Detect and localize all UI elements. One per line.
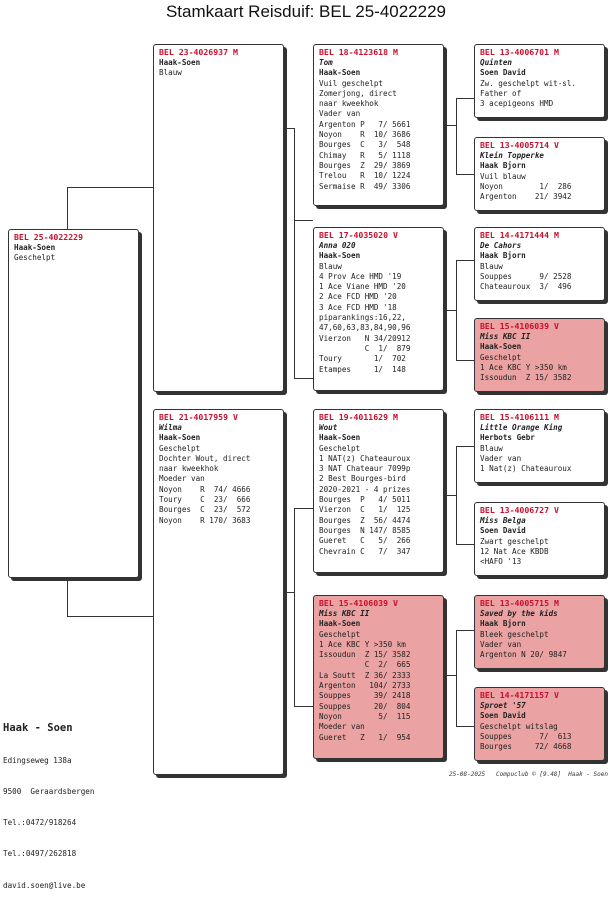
pigeon-name: De Cahors <box>480 241 522 250</box>
pigeon-name: Wout <box>319 423 338 432</box>
pigeon-info-line: Souppes 39/ 2418 <box>319 691 411 701</box>
pigeon-info-line: Chateauroux 3/ 496 <box>480 282 572 292</box>
connector <box>444 495 456 496</box>
pigeon-info-line: 3 NAT Chateaur 7099p <box>319 464 411 474</box>
connector <box>456 174 474 175</box>
ring-number: BEL 13-4005715 M <box>480 598 559 608</box>
pigeon-info-line: Noyon R 170/ 3683 <box>159 515 251 525</box>
pigeon-info-line: Blauw <box>480 443 503 453</box>
breeder-name: Haak Bjorn <box>480 251 526 261</box>
pigeon-info-line: Souppes 7/ 613 <box>480 731 572 741</box>
breeder-name: Soen David <box>480 68 526 78</box>
pigeon-info-line: Vierzon N 34/20912 <box>319 333 411 343</box>
breeder-name: Haak-Soen <box>14 243 56 252</box>
pigeon-info-line: Bourges N 147/ 8585 <box>319 525 411 535</box>
breeder-name: Soen David <box>480 526 526 536</box>
pigeon-info-line: Vader van <box>319 109 361 119</box>
pigeon-info-line: Vader van <box>480 453 522 463</box>
pigeon-card-mff[interactable] <box>474 409 605 483</box>
breeder-name: Haak-Soen <box>319 433 361 443</box>
owner-name: Haak - Soen <box>3 721 73 734</box>
pigeon-info-line: Blauw <box>319 261 342 271</box>
pigeon-name: Quinten <box>480 58 513 67</box>
connector <box>456 726 474 727</box>
pigeon-info-line: 2 Best Bourges-bird <box>319 474 406 484</box>
pigeon-info-line: Sermaise R 49/ 3306 <box>319 181 411 191</box>
pigeon-info-line: Bourges C 3/ 548 <box>319 140 411 150</box>
footer-credit: 25-08-2025 Compuclub © [9.48] Haak - Soen <box>449 771 608 778</box>
pigeon-name: Miss Belga <box>480 516 526 525</box>
connector <box>456 630 457 726</box>
breeder-name: Haak Bjorn <box>480 619 526 629</box>
pigeon-info-line: Toury 1/ 702 <box>319 354 406 364</box>
connector <box>444 310 456 311</box>
connector <box>294 128 295 378</box>
connector <box>67 578 68 616</box>
pigeon-info-line: Trelou R 10/ 1224 <box>319 171 411 181</box>
pigeon-info-line: Argenton N 20/ 9847 <box>480 650 567 660</box>
owner-email[interactable]: david.soen@live.be <box>3 880 86 890</box>
connector <box>456 260 474 261</box>
pigeon-card-mf[interactable] <box>313 409 444 573</box>
connector <box>456 544 474 545</box>
pigeon-info-line: Vuil geschelpt <box>319 78 384 88</box>
pigeon-name: Miss KBC II <box>480 332 531 341</box>
ring-number: BEL 15-4106111 M <box>480 412 559 422</box>
pigeon-name: Little Orange King <box>480 423 563 432</box>
pigeon-info-line: La Soutt Z 36/ 2333 <box>319 670 411 680</box>
ring-number: BEL 14-4171444 M <box>480 230 559 240</box>
pigeon-info-line: 47,60,63,83,84,90,96 <box>319 323 411 333</box>
pigeon-info-line: 4 Prov Ace HMD '19 <box>319 271 402 281</box>
pigeon-card-ffm[interactable] <box>474 137 605 211</box>
ring-number: BEL 15-4106039 V <box>319 598 398 608</box>
pigeon-name: Wilma <box>159 423 182 432</box>
pigeon-info-line: Issoudun Z 15/ 3582 <box>480 373 572 383</box>
connector <box>284 592 294 593</box>
pigeon-info-line: Vader van <box>480 639 522 649</box>
pigeon-info-line: Gueret Z 1/ 954 <box>319 732 411 742</box>
pigeon-info-line: Geschelpt <box>480 352 522 362</box>
pigeon-card-fm[interactable] <box>313 227 444 391</box>
page-title: Stamkaart Reisduif: BEL 25-4022229 <box>165 2 447 21</box>
pigeon-info-line: Dochter Wout, direct <box>159 453 251 463</box>
ring-number: BEL 25-4022229 <box>14 232 84 242</box>
connector <box>456 98 457 174</box>
pigeon-info-line: C 1/ 879 <box>319 343 411 353</box>
connector <box>456 630 474 631</box>
pigeon-card-mfm[interactable] <box>474 502 605 576</box>
breeder-name: Haak-Soen <box>159 58 201 67</box>
connector <box>294 508 295 706</box>
pigeon-info-line: Noyon 1/ 286 <box>480 181 572 191</box>
pigeon-info-line: <HAFO '13 <box>480 557 522 567</box>
connector <box>456 446 457 544</box>
breeder-name: Haak-Soen <box>319 251 361 261</box>
pigeon-info-line: Geschelpt <box>159 443 201 453</box>
pigeon-info-line: Zw. geschelpt wit-sl. <box>480 78 577 88</box>
pigeon-info-line: 1 Ace KBC Y >350 km <box>480 362 567 372</box>
pigeon-card-ff[interactable] <box>313 44 444 206</box>
pigeon-info-line: 2 Ace FCD HMD '20 <box>319 292 397 302</box>
pigeon-info-line: naar kweekhok <box>319 99 379 109</box>
connector <box>294 378 313 379</box>
connector <box>444 125 456 126</box>
connector <box>294 508 313 509</box>
pigeon-info-line: Vierzon C 1/ 125 <box>319 505 411 515</box>
breeder-name: Herbots Gebr <box>480 433 535 443</box>
breeder-name: Haak-Soen <box>319 619 361 629</box>
breeder-name: Haak-Soen <box>159 433 201 443</box>
pigeon-info-line: Chimay R 5/ 1118 <box>319 150 411 160</box>
owner-phone: Tel.:0497/262818 <box>3 849 77 859</box>
pigeon-card-subject[interactable] <box>8 229 139 578</box>
pigeon-card-mmf[interactable] <box>474 595 605 669</box>
ring-number: BEL 13-4006701 M <box>480 47 559 57</box>
pigeon-info-line: Issoudun Z 15/ 3582 <box>319 650 411 660</box>
pigeon-info-line: Souppes 20/ 804 <box>319 701 411 711</box>
pigeon-info-line: 12 Nat Ace KBDB <box>480 546 549 556</box>
owner-address-line: 9500 Geraardsbergen <box>3 786 95 796</box>
connector <box>67 187 153 188</box>
pigeon-card-fmm[interactable] <box>474 318 605 392</box>
breeder-name: Haak-Soen <box>480 342 522 352</box>
pigeon-info-line: 1 Nat(z) Chateauroux <box>480 464 572 474</box>
pigeon-info-line: Vuil blauw <box>480 171 526 181</box>
breeder-name: Haak-Soen <box>319 68 361 78</box>
pigeon-card-fmf[interactable] <box>474 227 605 301</box>
pigeon-info-line: Blauw <box>159 68 182 78</box>
pigeon-info-line: Souppes 9/ 2528 <box>480 271 572 281</box>
ring-number: BEL 13-4005714 V <box>480 140 559 150</box>
breeder-name: Soen David <box>480 711 526 721</box>
pigeon-info-line: Noyon R 10/ 3686 <box>319 130 411 140</box>
pigeon-info-line: 1 NAT(z) Chateauroux <box>319 453 411 463</box>
pigeon-name: Tom <box>319 58 333 67</box>
pigeon-info-line: Geschelpt <box>319 629 361 639</box>
owner-phone: Tel.:0472/918264 <box>3 818 77 828</box>
pigeon-info-line: Geschelpt <box>319 443 361 453</box>
pigeon-card-mmm[interactable] <box>474 687 605 761</box>
pigeon-info-line: Argenton 104/ 2733 <box>319 681 411 691</box>
pigeon-info-line: Bourges C 23/ 572 <box>159 505 251 515</box>
connector <box>284 128 294 129</box>
pigeon-info-line: 1 Ace Viane HMD '20 <box>319 282 406 292</box>
connector <box>294 706 313 707</box>
connector <box>456 446 474 447</box>
pigeon-info-line: Bourges Z 56/ 4474 <box>319 515 411 525</box>
pigeon-info-line: Noyon R 74/ 4666 <box>159 484 251 494</box>
pigeon-info-line: Bourges P 4/ 5011 <box>319 495 411 505</box>
pigeon-info-line: piparankings:16,22, <box>319 313 406 323</box>
pigeon-card-fff[interactable] <box>474 44 605 118</box>
connector <box>444 675 456 676</box>
pigeon-info-line: Moeder van <box>159 474 205 484</box>
pigeon-info-line: 1 Ace KBC Y >350 km <box>319 639 406 649</box>
pigeon-info-line: Bourges Z 29/ 3869 <box>319 160 411 170</box>
connector <box>67 616 153 617</box>
pigeon-name: Miss KBC II <box>319 609 370 618</box>
pigeon-info-line: Moeder van <box>319 722 365 732</box>
pigeon-info-line: Bleek geschelpt <box>480 629 549 639</box>
pigeon-name: Sproet '57 <box>480 701 526 710</box>
pigeon-info-line: Zwart geschelpt <box>480 536 549 546</box>
pigeon-info-line: Argenton P 7/ 5661 <box>319 119 411 129</box>
pigeon-info-line: Toury C 23/ 666 <box>159 495 251 505</box>
connector <box>456 260 457 360</box>
pigeon-info-line: 3 Ace FCD HMD '18 <box>319 302 397 312</box>
ring-number: BEL 18-4123618 M <box>319 47 398 57</box>
ring-number: BEL 15-4106039 V <box>480 321 559 331</box>
connector <box>294 220 313 221</box>
pigeon-info-line: C 2/ 665 <box>319 660 411 670</box>
ring-number: BEL 17-4035020 V <box>319 230 398 240</box>
pigeon-info-line: Bourges 72/ 4668 <box>480 742 572 752</box>
pigeon-info-line: Zomerjong, direct <box>319 88 397 98</box>
pigeon-card-father[interactable] <box>153 44 284 392</box>
breeder-name: Haak Bjorn <box>480 161 526 171</box>
pigeon-card-mother[interactable] <box>153 409 284 775</box>
pigeon-info-line: Etampes 1/ 148 <box>319 364 406 374</box>
pigeon-name: Klein Topperke <box>480 151 545 160</box>
pigeon-info-line: Chevrain C 7/ 347 <box>319 546 411 556</box>
ring-number: BEL 13-4006727 V <box>480 505 559 515</box>
pigeon-card-mm[interactable] <box>313 595 444 759</box>
pigeon-info-line: 2020-2021 - 4 prizes <box>319 484 411 494</box>
connector <box>456 360 474 361</box>
owner-info <box>3 700 94 901</box>
connector <box>456 98 474 99</box>
pigeon-info-line: Blauw <box>480 261 503 271</box>
ring-number: BEL 21-4017959 V <box>159 412 238 422</box>
ring-number: BEL 14-4171157 V <box>480 690 559 700</box>
pigeon-info-line: naar kweekhok <box>159 464 219 474</box>
pigeon-name: Saved by the kids <box>480 609 558 618</box>
ring-number: BEL 19-4011629 M <box>319 412 398 422</box>
pigeon-info-line: Father of <box>480 88 522 98</box>
pigeon-info-line: Gueret C 5/ 266 <box>319 536 411 546</box>
connector <box>67 187 68 229</box>
pigeon-info-line: 3 acepigeons HMD <box>480 99 554 109</box>
owner-address-line: Edingseweg 138a <box>3 755 72 765</box>
pigeon-info-line: Argenton 21/ 3942 <box>480 192 572 202</box>
pigeon-name: Anna 020 <box>319 241 356 250</box>
pigeon-info-line: Geschelpt witslag <box>480 721 558 731</box>
pigeon-info-line: Geschelpt <box>14 253 56 263</box>
pigeon-info-line: Noyon 5/ 115 <box>319 711 411 721</box>
ring-number: BEL 23-4026937 M <box>159 47 238 57</box>
